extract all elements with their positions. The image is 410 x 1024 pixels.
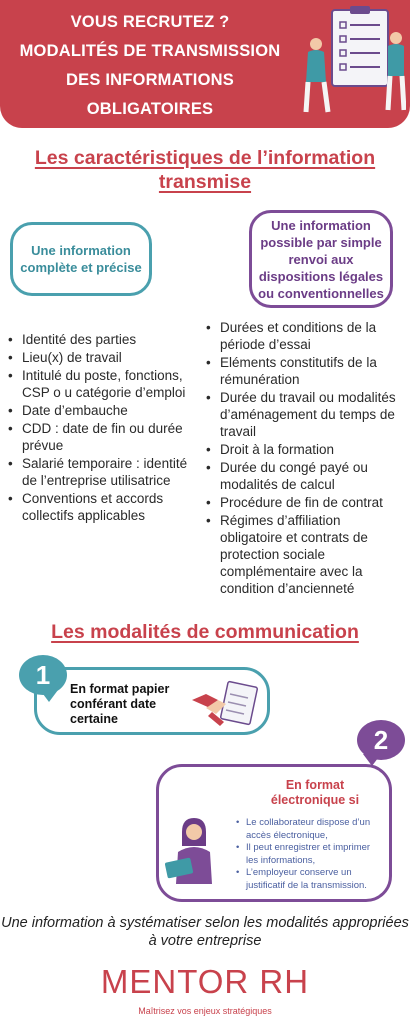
list-item: • Salarié temporaire : identité de l’entreprise utilisatrice (8, 455, 200, 489)
list-item: • Régimes d’affiliation obligatoire et contrats de protection sociale complémentaire avec la condition d’ancienneté (206, 512, 406, 597)
reference-info-box: Une information possible par simple renvoi aux dispositions légales ou conventionnelles (249, 210, 393, 308)
person-laptop-illustration (164, 812, 224, 884)
list-item: • Procédure de fin de contrat (206, 494, 406, 511)
list-item: • Intitulé du poste, fonctions, CSP o u catégorie d’emploi (8, 367, 200, 401)
section-title-communication: Les modalités de communication (51, 621, 359, 643)
list-item: • Droit à la formation (206, 441, 406, 458)
title-line: OBLIGATOIRES (86, 100, 214, 118)
list-item: • CDD : date de fin ou durée prévue (8, 420, 200, 454)
mentor-rh-logo (80, 962, 330, 1016)
electronic-conditions-list (236, 817, 382, 892)
list-item: • Le collaborateur dispose d’un accès électronique, (236, 817, 382, 842)
logo-text: MENTOR RH (100, 963, 310, 1000)
electronic-format-title: En format électronique si (270, 778, 360, 807)
title-line: MODALITÉS DE TRANSMISSION (19, 42, 281, 60)
list-item: • Durée du congé payé ou modalités de calcul (206, 459, 406, 493)
checklist-people-illustration (302, 4, 406, 122)
reference-info-list (206, 319, 406, 598)
header-banner (0, 0, 410, 128)
paper-format-label: En format papier conférant date certaine (70, 682, 170, 726)
title-line: DES INFORMATIONS (66, 71, 234, 89)
list-item: • Conventions et accords collectifs applicables (8, 490, 200, 524)
list-item: • Eléments constitutifs de la rémunération (206, 354, 406, 388)
section-title-characteristics: Les caractéristiques de l’information transmise (34, 147, 376, 193)
list-item: • Identité des parties (8, 331, 200, 348)
complete-info-box: Une information complète et précise (10, 222, 152, 296)
list-item: • Lieu(x) de travail (8, 349, 200, 366)
required-info-list (8, 331, 200, 525)
logo-tagline: Maîtrisez vos enjeux stratégiques (138, 1006, 272, 1016)
list-item: • Date d’embauche (8, 402, 200, 419)
number-badge-1: 1 (19, 655, 67, 695)
list-item: • Durées et conditions de la période d’essai (206, 319, 406, 353)
handshake-contract-icon (190, 678, 260, 728)
closing-note: Une information à systématiser selon les modalités appropriées à votre entreprise (1, 915, 409, 949)
page-title (0, 8, 300, 124)
title-line: VOUS RECRUTEZ ? (70, 13, 230, 31)
list-item: • L’employeur conserve un justificatif de la transmission. (236, 867, 382, 892)
list-item: • Durée du travail ou modalités d’aménagement du temps de travail (206, 389, 406, 440)
list-item: • Il peut enregistrer et imprimer les informations, (236, 842, 382, 867)
number-badge-2: 2 (357, 720, 405, 760)
